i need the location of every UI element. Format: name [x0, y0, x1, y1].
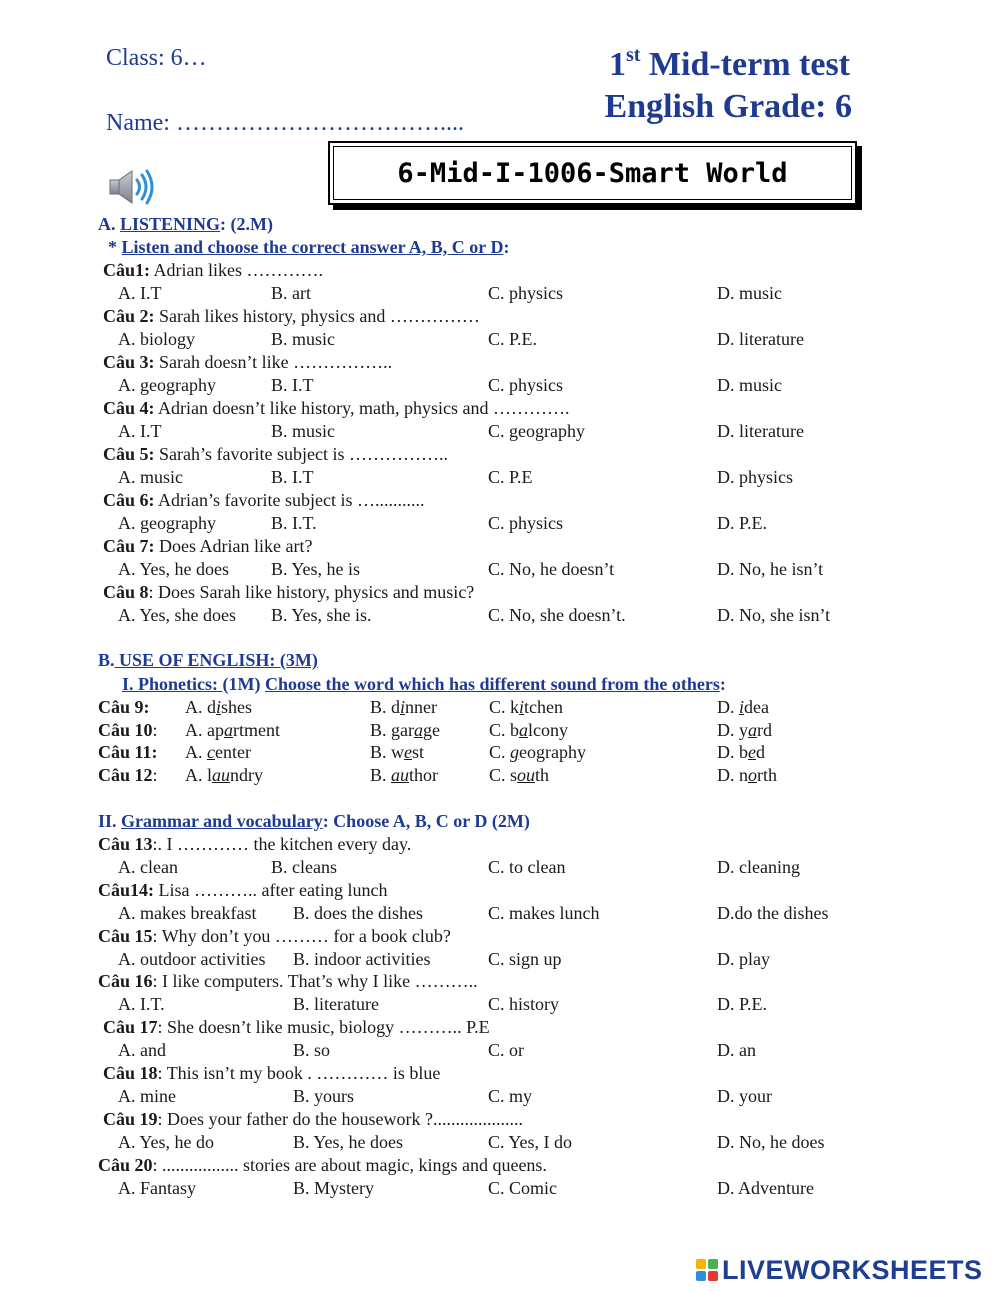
option-suffix: st	[412, 742, 425, 763]
answer-option[interactable]	[370, 697, 437, 718]
answer-option[interactable]	[370, 742, 424, 763]
option-prefix: D. b	[717, 742, 748, 763]
listening-heading-prefix: A.	[98, 214, 120, 234]
answer-option[interactable]	[489, 765, 549, 786]
answer-option[interactable]: D. literature	[717, 421, 804, 441]
option-prefix: C.	[489, 742, 511, 763]
listening-instruction	[108, 237, 509, 258]
answer-option[interactable]: B. Mystery	[293, 1177, 374, 1198]
option-suffix: rth	[757, 764, 777, 785]
question-text: : She doesn’t like music, biology ……….. P.E	[157, 1017, 490, 1038]
answer-option[interactable]	[185, 697, 252, 718]
question-number: Câu 4:	[103, 398, 155, 418]
use-of-english-text: USE OF ENGLISH: (3M)	[114, 650, 318, 670]
answer-option[interactable]: C. P.E	[488, 467, 533, 487]
option-suffix: shes	[221, 697, 253, 717]
answer-option[interactable]: C. Yes, I do	[488, 1131, 573, 1152]
question-stem	[103, 1017, 490, 1038]
question-text: Lisa ……….. after eating lunch	[154, 879, 388, 900]
answer-option[interactable]: A. I.T	[118, 283, 162, 303]
option-suffix: ge	[423, 719, 440, 740]
listening-heading-text: LISTENING	[120, 214, 221, 234]
answer-option[interactable]	[185, 742, 251, 763]
question-number: Câu 5:	[103, 444, 155, 464]
name-label: Name: ……………………………....	[106, 110, 464, 136]
answer-option[interactable]: A. makes breakfast	[118, 902, 257, 923]
answer-option[interactable]: C. geography	[488, 421, 585, 441]
answer-option[interactable]: A. geography	[118, 513, 216, 533]
answer-option[interactable]: A. Yes, she does	[118, 605, 237, 625]
class-label: Class: 6…	[106, 45, 207, 71]
answer-option[interactable]: B. Yes, he does	[293, 1131, 404, 1152]
answer-option[interactable]: C. No, she doesn’t.	[488, 605, 626, 625]
answer-option[interactable]: A. I.T.	[118, 994, 165, 1015]
title-sup: st	[625, 44, 641, 66]
option-suffix: tchen	[524, 697, 564, 717]
question-text: Does Adrian like art?	[154, 536, 313, 556]
underlined-sound: e	[748, 742, 756, 763]
question-stem	[103, 352, 392, 373]
grammar-prefix: II.	[98, 811, 122, 831]
question-stem	[103, 490, 424, 511]
phonetics-instruction: Choose the word which has different sound from the others	[264, 674, 720, 694]
liveworksheets-footer	[696, 1250, 983, 1290]
question-number: Câu 6:	[103, 490, 155, 510]
test-code: 6-Mid-I-1006-Smart World	[397, 157, 788, 189]
title-ordinal: 1	[608, 46, 626, 83]
answer-option[interactable]: B. yours	[293, 1086, 355, 1106]
option-prefix: A. ap	[185, 719, 224, 740]
answer-option[interactable]: B. so	[293, 1040, 331, 1061]
underlined-sound: c	[207, 742, 215, 763]
answer-option[interactable]: B. Yes, he is	[271, 559, 361, 579]
answer-option[interactable]: C. history	[488, 994, 560, 1015]
listening-heading	[98, 214, 273, 235]
underlined-sound: a	[748, 719, 757, 740]
answer-option[interactable]: D. Adventure	[717, 1177, 814, 1198]
question-text: Adrian’s favorite subject is …...........	[154, 490, 425, 510]
question-stem	[103, 1063, 440, 1084]
answer-option[interactable]: D. P.E.	[717, 994, 768, 1015]
answer-option[interactable]: C. physics	[488, 513, 564, 533]
underlined-sound: a	[519, 719, 529, 740]
question-text: Adrian doesn’t like history, math, physics and ………….	[154, 398, 570, 418]
phonetics-heading	[122, 674, 726, 695]
option-suffix: rtment	[233, 719, 280, 740]
question-number	[98, 742, 158, 763]
option-suffix: d	[756, 742, 765, 763]
answer-option[interactable]: A. and	[118, 1040, 166, 1061]
question-number	[98, 697, 150, 718]
answer-option[interactable]: D. physics	[717, 467, 793, 487]
speaker-icon[interactable]	[108, 167, 156, 207]
underlined-sound: ou	[517, 764, 536, 785]
listening-instruction-suffix: :	[503, 237, 510, 257]
question-number: Câu 19	[103, 1108, 158, 1129]
test-code-box	[328, 141, 857, 205]
option-prefix: D. n	[717, 764, 748, 785]
answer-option[interactable]: C. Comic	[488, 1177, 558, 1198]
answer-option[interactable]: C. sign up	[488, 948, 562, 969]
question-stem	[103, 398, 569, 419]
answer-option[interactable]: D.do the dishes	[717, 902, 829, 923]
answer-option[interactable]: C. physics	[488, 375, 564, 395]
answer-option[interactable]: A. outdoor activities	[118, 948, 266, 969]
answer-option[interactable]	[489, 720, 568, 741]
underlined-sound: i	[216, 697, 222, 717]
answer-option[interactable]: B. art	[271, 283, 311, 303]
question-number: Câu1:	[103, 260, 151, 280]
question-number-text: Câu 10	[98, 719, 153, 740]
question-text: Sarah doesn’t like ……………..	[154, 352, 393, 372]
test-subtitle: English Grade: 6	[604, 88, 852, 125]
answer-option[interactable]: B. music	[271, 421, 336, 441]
answer-option[interactable]: A. Yes, he do	[118, 1131, 215, 1152]
option-suffix: enter	[215, 742, 251, 763]
question-text: : I like computers. That’s why I like ………..	[152, 971, 478, 992]
answer-option[interactable]	[370, 720, 440, 741]
question-text: : Why don’t you ……… for a book club?	[152, 925, 451, 946]
option-prefix: B. w	[370, 742, 405, 763]
answer-option[interactable]: B. Yes, she is.	[271, 605, 372, 625]
question-number: Câu 17	[103, 1017, 158, 1038]
answer-option[interactable]: B. does the dishes	[293, 902, 423, 923]
answer-option[interactable]	[717, 697, 769, 718]
option-prefix: A. l	[185, 764, 212, 785]
option-suffix: ndry	[230, 764, 263, 785]
grammar-instruction: : Choose A, B, C or D (2M)	[322, 811, 530, 831]
option-prefix: A. d	[185, 697, 216, 717]
underlined-sound: e	[404, 742, 413, 763]
grammar-heading	[98, 811, 530, 832]
question-number: Câu 3:	[103, 352, 155, 372]
answer-option[interactable]: B. literature	[293, 994, 379, 1015]
phonetics-suffix: :	[719, 674, 726, 694]
question-text: :. I ………… the kitchen every day.	[152, 834, 412, 854]
answer-option[interactable]: B. cleans	[271, 857, 337, 877]
answer-option[interactable]	[489, 697, 563, 718]
liveworksheets-logo-icon	[696, 1259, 718, 1281]
option-suffix: dea	[744, 697, 769, 717]
underlined-sound: i	[519, 697, 525, 717]
option-suffix: eography	[519, 742, 586, 763]
question-stem	[98, 880, 387, 901]
answer-option[interactable]: A. music	[118, 467, 183, 487]
option-prefix: C. b	[489, 719, 520, 740]
option-prefix: A.	[185, 742, 207, 763]
answer-option[interactable]	[185, 765, 263, 786]
phonetics-points: (1M)	[222, 674, 265, 694]
answer-option[interactable]: D. an	[717, 1040, 756, 1061]
question-stem	[103, 582, 474, 603]
question-stem	[103, 536, 312, 557]
answer-option[interactable]: D. music	[717, 283, 782, 303]
underlined-sound: i	[400, 697, 406, 717]
use-of-english-prefix: B.	[98, 650, 115, 670]
question-number	[98, 765, 158, 786]
answer-option[interactable]	[717, 720, 772, 741]
underlined-sound: au	[212, 764, 230, 785]
question-number: Câu 15	[98, 925, 153, 946]
answer-option[interactable]: D. music	[717, 375, 782, 395]
question-number-text: Câu 9:	[98, 697, 150, 717]
question-stem	[98, 834, 411, 855]
answer-option[interactable]	[489, 742, 586, 763]
underlined-sound: i	[739, 697, 745, 717]
listening-instruction-star: *	[108, 237, 122, 257]
option-suffix: rd	[757, 719, 772, 740]
question-stem	[98, 971, 478, 992]
underlined-sound: o	[748, 764, 757, 785]
question-number: Câu 13	[98, 834, 153, 854]
answer-option[interactable]: A. clean	[118, 857, 178, 877]
option-prefix: D. y	[717, 719, 748, 740]
option-suffix: thor	[409, 764, 439, 785]
question-number: Câu 20	[98, 1154, 153, 1175]
question-stem	[98, 926, 451, 947]
underlined-sound: a	[224, 719, 233, 740]
answer-option[interactable]: B. music	[271, 329, 336, 349]
answer-option[interactable]: C. my	[488, 1086, 533, 1106]
answer-option[interactable]	[185, 720, 280, 741]
option-prefix: B. gar	[370, 719, 414, 740]
answer-option[interactable]: D. P.E.	[717, 513, 768, 533]
question-stem	[103, 260, 323, 281]
listening-heading-suffix: : (2.M)	[220, 214, 274, 234]
answer-option[interactable]: D. literature	[717, 329, 804, 349]
option-suffix: lcony	[528, 719, 569, 740]
option-suffix: th	[535, 764, 550, 785]
grammar-title: Grammar and vocabulary	[121, 811, 323, 831]
liveworksheets-brand: LIVEWORKSHEETS	[722, 1254, 983, 1285]
question-text: Adrian likes ………….	[150, 260, 324, 280]
answer-option[interactable]: D. your	[717, 1086, 772, 1106]
question-number-text: Câu 11:	[98, 742, 158, 763]
question-text: : ................. stories are about magic, kings and queens.	[152, 1154, 547, 1175]
question-stem	[103, 444, 448, 465]
answer-option[interactable]: C. makes lunch	[488, 902, 600, 923]
question-text: Sarah likes history, physics and ……………	[154, 306, 480, 326]
answer-option[interactable]: C. P.E.	[488, 329, 538, 349]
question-stem	[98, 1155, 547, 1176]
question-number	[98, 720, 158, 741]
answer-option[interactable]: D. No, he isn’t	[717, 559, 824, 579]
question-stem	[103, 1109, 523, 1130]
answer-option[interactable]: A. Fantasy	[118, 1177, 196, 1198]
answer-option[interactable]: D. cleaning	[717, 857, 800, 877]
option-prefix: B.	[370, 764, 392, 785]
answer-option[interactable]: A. geography	[118, 375, 216, 395]
answer-option[interactable]: C. No, he doesn’t	[488, 559, 615, 579]
test-title	[609, 46, 850, 84]
answer-option[interactable]: D. No, he does	[717, 1131, 825, 1152]
answer-option[interactable]: A. mine	[118, 1086, 176, 1106]
answer-option[interactable]: D. play	[717, 948, 770, 969]
answer-option[interactable]: B. I.T	[271, 375, 314, 395]
answer-option[interactable]: A. biology	[118, 329, 196, 349]
listening-instruction-text: Listen and choose the correct answer A, B, C or D	[121, 237, 504, 257]
use-of-english-heading	[98, 650, 318, 671]
option-suffix: nner	[405, 697, 438, 717]
phonetics-title: I. Phonetics:	[122, 674, 223, 694]
answer-option[interactable]	[717, 742, 765, 763]
question-number: Câu 18	[103, 1063, 158, 1083]
question-number: Câu 8	[103, 582, 149, 602]
question-colon: :	[152, 764, 158, 785]
answer-option[interactable]: C. physics	[488, 283, 564, 303]
answer-option[interactable]: B. indoor activities	[293, 948, 431, 969]
question-number: Câu14:	[98, 879, 155, 900]
question-number: Câu 2:	[103, 306, 155, 326]
question-number: Câu 7:	[103, 536, 155, 556]
answer-option[interactable]: D. No, she isn’t	[717, 605, 831, 625]
answer-option[interactable]: B. I.T	[271, 467, 314, 487]
answer-option[interactable]: A. I.T	[118, 421, 162, 441]
answer-option[interactable]: C. to clean	[488, 857, 566, 877]
underlined-sound: au	[391, 764, 410, 785]
option-prefix: B. d	[370, 697, 401, 717]
answer-option[interactable]: B. I.T.	[271, 513, 317, 533]
question-number: Câu 16	[98, 971, 153, 992]
option-prefix: C. k	[489, 697, 520, 717]
answer-option[interactable]	[370, 765, 438, 786]
question-text: : Does Sarah like history, physics and music?	[148, 582, 475, 602]
underlined-sound: g	[510, 742, 520, 763]
option-prefix: C. s	[489, 764, 518, 785]
question-colon: :	[152, 719, 158, 740]
question-text: : This isn’t my book . ………… is blue	[157, 1063, 441, 1083]
answer-option[interactable]: C. or	[488, 1040, 524, 1061]
answer-option[interactable]	[717, 765, 777, 786]
question-text: Sarah’s favorite subject is ……………..	[154, 444, 448, 464]
title-rest: Mid-term test	[640, 46, 850, 83]
question-number-text: Câu 12	[98, 764, 153, 785]
question-stem	[103, 306, 480, 327]
option-prefix: D.	[717, 697, 739, 717]
question-text: : Does your father do the housework ?....................	[157, 1108, 523, 1129]
answer-option[interactable]: A. Yes, he does	[118, 559, 230, 579]
underlined-sound: a	[414, 719, 423, 740]
